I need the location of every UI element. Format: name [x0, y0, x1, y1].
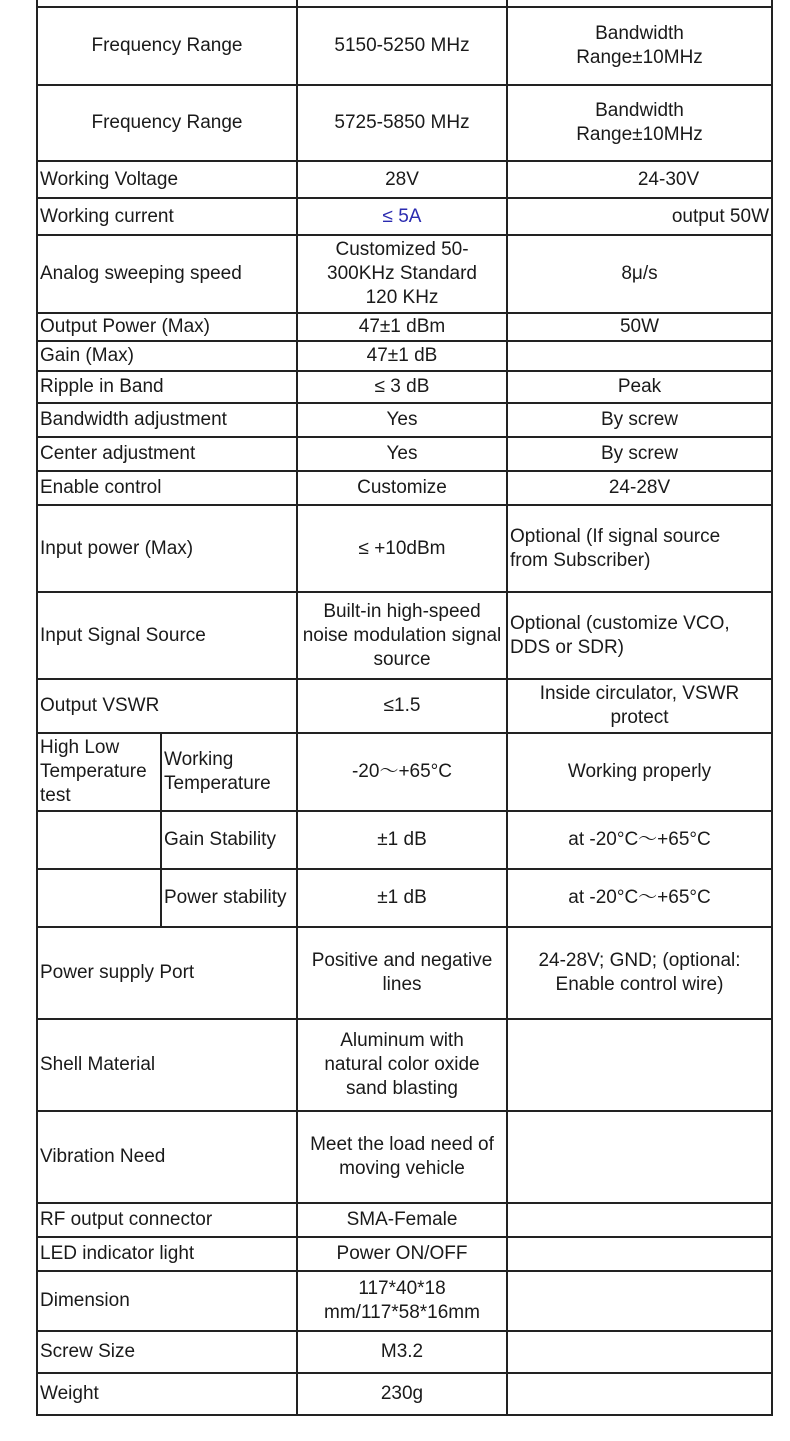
- spec-note: 50W: [507, 313, 772, 341]
- table-row: [37, 679, 772, 733]
- spec-label: Working Voltage: [37, 161, 297, 198]
- spec-note: [507, 1111, 772, 1203]
- spec-value: 47±1 dBm: [297, 313, 507, 341]
- spec-note: [507, 1373, 772, 1415]
- table-row: [37, 811, 772, 869]
- spec-value: 230g: [297, 1373, 507, 1415]
- spec-label: LED indicator light: [37, 1237, 297, 1271]
- spec-note: By screw: [507, 437, 772, 471]
- spec-label: Center adjustment: [37, 437, 297, 471]
- spec-label: Shell Material: [37, 1019, 297, 1111]
- table-row: [37, 313, 772, 341]
- spec-label: Gain (Max): [37, 341, 297, 371]
- table-row: [37, 235, 772, 313]
- table-row: [37, 592, 772, 679]
- table-row: [37, 1331, 772, 1373]
- spec-value: ≤1.5: [297, 679, 507, 733]
- spec-label: Bandwidth adjustment: [37, 403, 297, 437]
- spec-sublabel: Power stability: [161, 869, 297, 927]
- spec-label: Working current: [37, 198, 297, 235]
- spec-note: Inside circulator, VSWR protect: [507, 679, 772, 733]
- spec-note: [507, 1203, 772, 1237]
- spec-value: Yes: [297, 403, 507, 437]
- spec-value: 5150-5250 MHz: [297, 7, 507, 85]
- spec-value: ≤ 5A: [297, 198, 507, 235]
- table-row: [37, 1019, 772, 1111]
- table-row: [37, 341, 772, 371]
- spec-note: 8μ/s: [507, 235, 772, 313]
- table-row: [37, 505, 772, 592]
- spec-label: RF output connector: [37, 1203, 297, 1237]
- spec-label: Enable control: [37, 471, 297, 505]
- spec-note: at -20°C～+65°C: [507, 811, 772, 869]
- spec-note: Peak: [507, 371, 772, 403]
- table-row: [37, 869, 772, 927]
- spec-note: By screw: [507, 403, 772, 437]
- spec-note: 24-28V: [507, 471, 772, 505]
- spec-label: Input power (Max): [37, 505, 297, 592]
- spec-note: [507, 1019, 772, 1111]
- spec-value: Customize: [297, 471, 507, 505]
- spec-value: 117*40*18 mm/117*58*16mm: [297, 1271, 507, 1331]
- spec-note: Bandwidth Range±10MHz: [507, 85, 772, 161]
- spec-label: Output Power (Max): [37, 313, 297, 341]
- spec-label: Output VSWR: [37, 679, 297, 733]
- spec-label: Screw Size: [37, 1331, 297, 1373]
- spec-value: 47±1 dB: [297, 341, 507, 371]
- spec-note: [507, 1331, 772, 1373]
- spec-value: ±1 dB: [297, 869, 507, 927]
- spec-value: Positive and negative lines: [297, 927, 507, 1019]
- table-row: [37, 198, 772, 235]
- table-row: [37, 1237, 772, 1271]
- spec-sublabel: Working Temperature: [161, 733, 297, 811]
- spec-value: ±1 dB: [297, 811, 507, 869]
- spec-label: Dimension: [37, 1271, 297, 1331]
- table-row: [37, 1111, 772, 1203]
- table-row: [37, 161, 772, 198]
- spec-value: Customized 50-300KHz Standard 120 KHz: [297, 235, 507, 313]
- spec-note: 24-30V: [507, 161, 772, 198]
- spec-value: 28V: [297, 161, 507, 198]
- spec-label: Weight: [37, 1373, 297, 1415]
- spec-table-container: [36, 0, 773, 1416]
- table-row: [37, 371, 772, 403]
- table-row: [37, 0, 772, 7]
- spec-value: Yes: [297, 437, 507, 471]
- spec-note: at -20°C～+65°C: [507, 869, 772, 927]
- spec-label: Analog sweeping speed: [37, 235, 297, 313]
- spec-label: Frequency Range: [37, 7, 297, 85]
- temp-group-label: High Low Temperature test: [37, 733, 161, 811]
- spec-note: Optional (customize VCO, DDS or SDR): [507, 592, 772, 679]
- table-row: [37, 403, 772, 437]
- spec-label: Power supply Port: [37, 927, 297, 1019]
- spec-note: Working properly: [507, 733, 772, 811]
- spec-sublabel: Gain Stability: [161, 811, 297, 869]
- spec-label: Input Signal Source: [37, 592, 297, 679]
- spec-value: Power ON/OFF: [297, 1237, 507, 1271]
- table-row: [37, 733, 772, 811]
- empty-cell: [37, 811, 161, 869]
- table-row: [37, 471, 772, 505]
- spec-value: Aluminum with natural color oxide sand blasting: [297, 1019, 507, 1111]
- table-row: [37, 1271, 772, 1331]
- spec-note: output 50W: [507, 198, 772, 235]
- table-row: [37, 927, 772, 1019]
- spec-value: -20～+65°C: [297, 733, 507, 811]
- spec-value: ≤ 3 dB: [297, 371, 507, 403]
- table-row: [37, 1373, 772, 1415]
- spec-value: 5725-5850 MHz: [297, 85, 507, 161]
- spec-label: Frequency Range: [37, 85, 297, 161]
- spec-value: SMA-Female: [297, 1203, 507, 1237]
- empty-cell: [37, 869, 161, 927]
- table-row: [37, 7, 772, 85]
- spec-note: [507, 341, 772, 371]
- spec-label: Vibration Need: [37, 1111, 297, 1203]
- spec-value: ≤ +10dBm: [297, 505, 507, 592]
- spec-label: Ripple in Band: [37, 371, 297, 403]
- spec-note: Optional (If signal source from Subscriber): [507, 505, 772, 592]
- table-row: [37, 1203, 772, 1237]
- spec-note: 24-28V; GND; (optional: Enable control wire): [507, 927, 772, 1019]
- table-row: [37, 85, 772, 161]
- spec-value: Meet the load need of moving vehicle: [297, 1111, 507, 1203]
- spec-value: M3.2: [297, 1331, 507, 1373]
- spec-note: Bandwidth Range±10MHz: [507, 7, 772, 85]
- spec-table: [36, 0, 773, 1416]
- table-row: [37, 437, 772, 471]
- spec-note: [507, 1271, 772, 1331]
- spec-value: Built-in high-speed noise modulation signal source: [297, 592, 507, 679]
- spec-note: [507, 1237, 772, 1271]
